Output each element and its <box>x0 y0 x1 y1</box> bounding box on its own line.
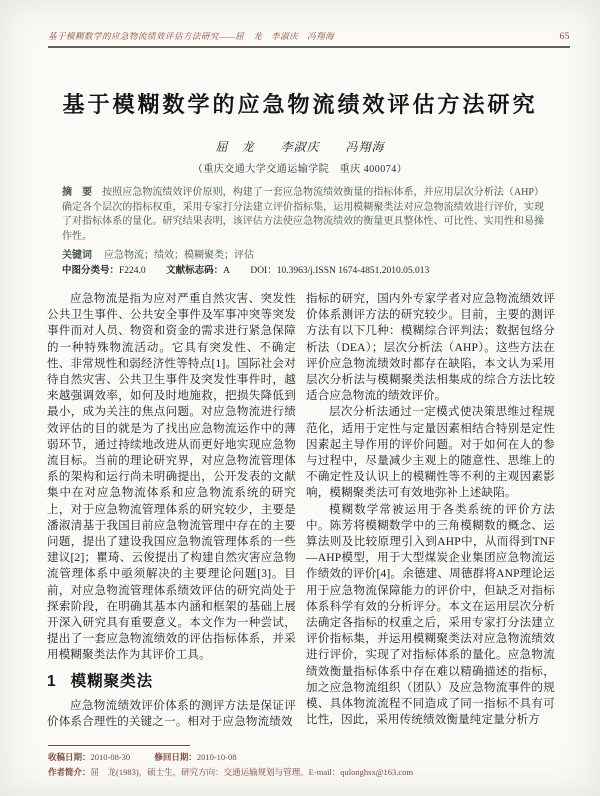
footnote-rule <box>48 745 190 746</box>
body-paragraph: 应急物流绩效评价体系的测评方法是保证评价体系合理性的关键之一。相对于应急物流绩效 <box>47 699 296 729</box>
keywords-line <box>62 246 544 261</box>
section-1-heading <box>47 674 296 690</box>
running-header <box>48 30 570 42</box>
body-paragraph: 指标的研究，国内外专家学者对应急物流绩效评价体系测评方法的研究较少。目前，主要的测评方法有以下几种：模糊综合评判法；数据包络分析法（DEA）；层次分析法（AHP）。这些方法在评价应急物流绩效时都存在缺陷，本文认为采用层次分析法与模糊聚类法相集成的综合方法比较适合应急物流的绩效评价。 <box>306 293 555 403</box>
classification-line <box>62 262 560 276</box>
author-bio-line <box>48 765 560 780</box>
clc-label: 中图分类号： <box>62 266 120 276</box>
doc-code-label: 文献标志码： <box>166 266 224 276</box>
keywords-label: 关键词 <box>62 250 92 261</box>
abstract-label: 摘 要 <box>62 187 93 198</box>
revised-label: 修回日期： <box>154 752 197 762</box>
bio-label: 作者简介： <box>48 767 91 777</box>
article-title: 基于模糊数学的应急物流绩效评估方法研究 <box>62 92 538 117</box>
abstract-text: 按照应急物流绩效评价原则，构建了一套应急物流绩效衡量的指标体系，并应用层次分析法（AHP）确定各个层次的指标权重，采用专家打分法建立评价指标集，运用模糊聚类法对应急物流绩效进行评价，实现了对指标体系的量化。研究结果表明，该评估方法使应急物流绩效的衡量更具整体性、可比性、实用性和易操作性。 <box>62 187 544 242</box>
doi-text: DOI：10.3963/j.ISSN 1674-4851.2010.05.013 <box>250 266 430 276</box>
body-paragraph: 应急物流是指为应对严重自然灾害、突发性公共卫生事件、公共安全事件及军事冲突等突发事件而对人员、物资和资金的需求进行紧急保障的一种特殊物流活动。它具有突发性、不确定性、非常规性和弱经济性等特点[1]。国际社会对待自然灾害、公共卫生事件及突发性事件时，越来越强调效率，如何及时地施救，把损失降低到最小，成为关注的焦点问题。对应急物流进行绩效评估的目的就是为了找出应急物流运作中的薄弱环节，通过持续地改进从而更好地实现应急物流目标。当前的理论研究界，对应急物流管理体系的架构和运行尚未明确提出，公开发表的文献集中在对应急物流体系和应急物流系统的研究上，对于应急物流管理体系的研究较少，主要是潘淑清基于我国目前应急物流管理中存在的主要问题，提出了建设我国应急物流管理体系的一些建议[2]；瞿琦、云俊提出了构建自然灾害应急物流管理体系中亟须解决的主要理论问题[3]。目前，对应急物流管理体系绩效评估的研究尚处于探索阶段，在明确其基本内涵和框架的基础上展开深入研究具有重要意义。本文作为一种尝试，提出了一套应急物流绩效的评估指标体系，并采用模糊聚类法作为其评价工具。 <box>47 293 296 662</box>
section-1-number: 1 <box>47 672 57 690</box>
bio-text: 屈 龙(1983)，硕士生，研究方向：交通运输规划与管理。E-mail：qulonghsx@163.com <box>90 767 414 777</box>
page-number: 65 <box>559 32 570 42</box>
affiliation-line: （重庆交通大学交通运输学院 重庆 400074） <box>192 164 408 175</box>
doc-code-value: A <box>223 266 230 276</box>
keywords-text: 应急物流；绩效；模糊聚类；评估 <box>104 250 254 261</box>
received-date: 2010-08-30 <box>90 752 131 762</box>
body-columns <box>47 291 555 730</box>
received-label: 收稿日期： <box>48 752 91 762</box>
right-column <box>306 291 555 730</box>
running-header-text: 基于模糊数学的应急物流绩效评估方法研究——屈 龙 李淑庆 冯翔海 <box>48 31 335 41</box>
revised-date: 2010-10-08 <box>196 752 237 762</box>
abstract-block <box>62 186 544 244</box>
clc-value: F224.0 <box>119 266 146 276</box>
authors-line: 屈 龙 李淑庆 冯翔海 <box>215 140 385 154</box>
body-paragraph: 层次分析法通过一定模式使决策思维过程规范化，适用于定性与定量因素相结合特别是定性因素起主导作用的评价问题。对于如何在人的参与过程中，尽量减少主观上的随意性、思维上的不确定性及认识上的模糊性等不利的主观因素影响，模糊聚类法可有效地弥补上述缺陷。 <box>306 406 555 500</box>
footnote-block <box>48 745 560 780</box>
left-column <box>47 291 296 730</box>
header-rule <box>48 46 570 48</box>
dates-line <box>48 750 560 765</box>
section-1-title: 模糊聚类法 <box>70 672 154 690</box>
body-paragraph: 模糊数学常被运用于各类系统的评价方法中。陈芳将模糊数学中的三角模糊数的概念、运算法则及比较原理引入到AHP中，从而得到TNF—AHP模型，用于大型煤炭企业集团应急物流运作绩效的评价[4]。余德建、周德群将ANP理论运用于应急物流保障能力的评价中，但缺乏对指标体系科学有效的分析评分。本文在运用层次分析法确定各指标的权重之后，采用专家打分法建立评价指标集，并运用模糊聚类法对应急物流绩效进行评价，实现了对指标体系的量化。应急物流绩效衡量指标体系中存在难以精确描述的指标，加之应急物流组织（团队）及应急物流事件的规模、具体物流流程不同造成了同一指标不具有可比性，因此，采用传统绩效衡量纯定量分析方 <box>306 503 555 727</box>
